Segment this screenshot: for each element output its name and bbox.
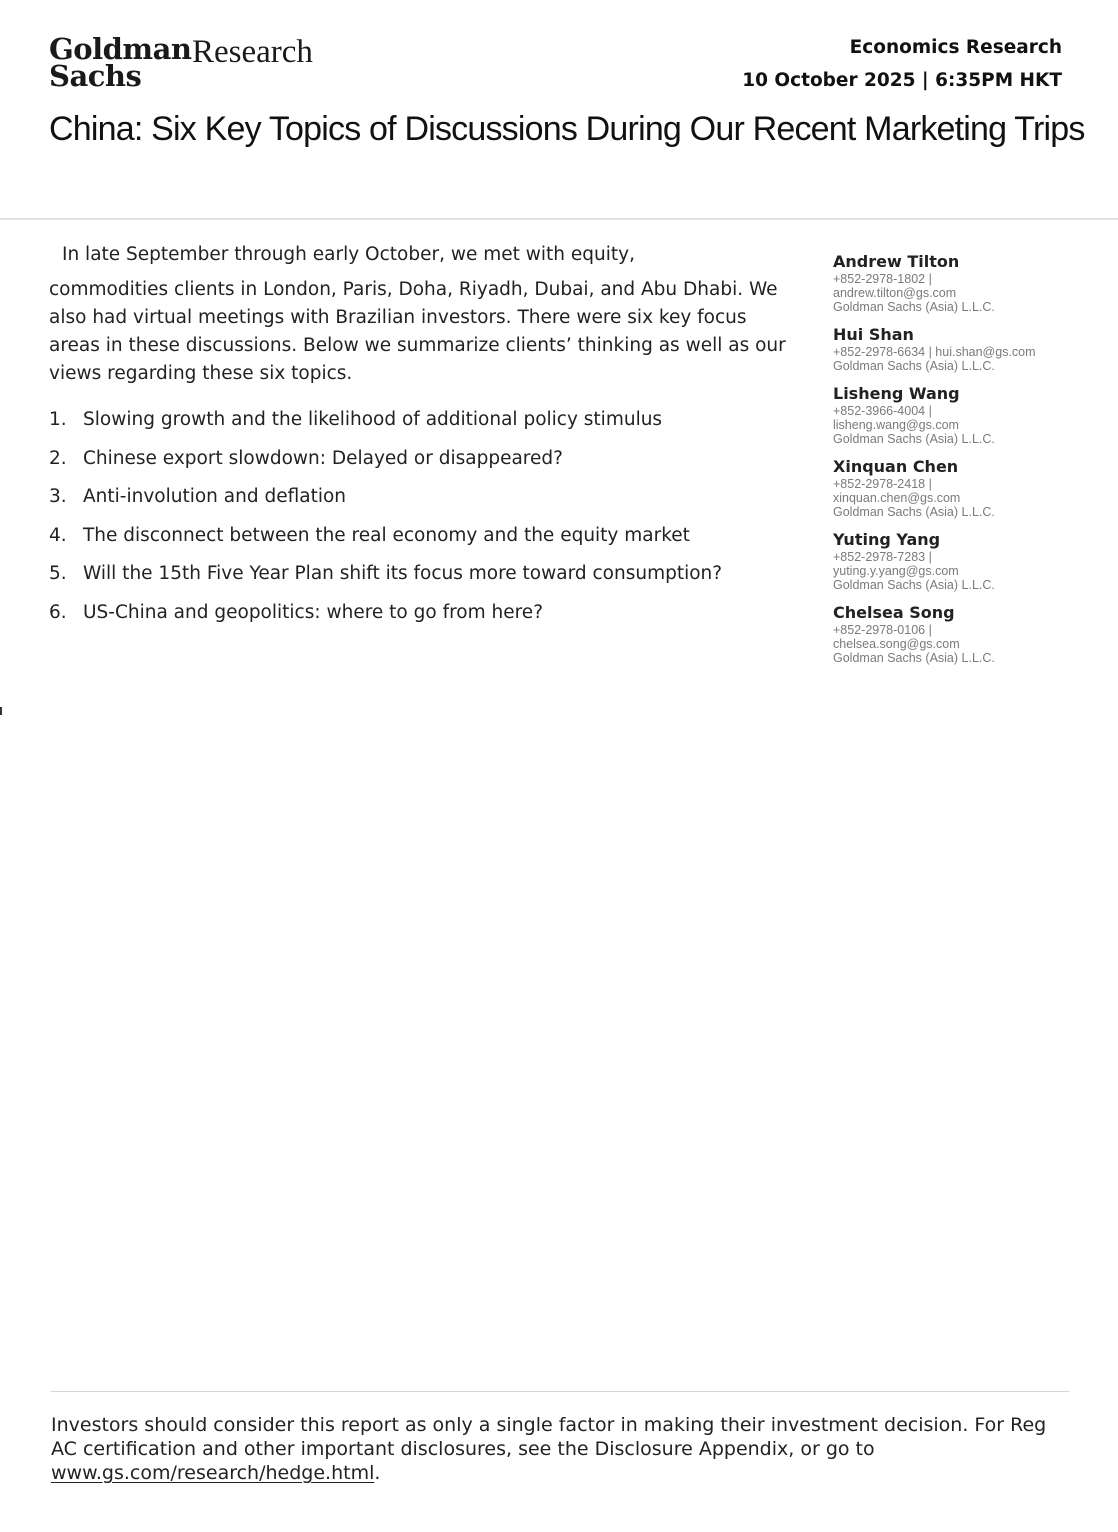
topic-number: 4. — [49, 524, 67, 546]
intro-paragraph: commodities clients in London, Paris, Doha, Riyadh, Dubai, and Abu Dhabi. We also had virtual meetings with Brazilian investors. There were six key focus areas in these discussions. Below we summarize clients’ thinking as well as our views regarding these six topics. — [49, 279, 786, 384]
report-body — [49, 241, 799, 638]
topic-number: 3. — [49, 486, 67, 508]
page-edge-mark — [0, 707, 2, 715]
disclosure-link[interactable]: www.gs.com/research/hedge.html — [51, 1462, 375, 1484]
list-item — [49, 406, 799, 445]
topic-text: Will the 15th Five Year Plan shift its focus more toward consumption? — [83, 563, 723, 585]
topic-text: Slowing growth and the likelihood of additional policy stimulus — [83, 409, 663, 430]
list-item — [49, 483, 799, 522]
author-email[interactable]: xinquan.chen@gs.com — [833, 491, 961, 505]
author-card — [833, 383, 1093, 446]
author-name: Lisheng Wang — [833, 384, 960, 403]
department-label: Economics Research — [849, 37, 1062, 58]
author-firm: Goldman Sachs (Asia) L.L.C. — [833, 432, 995, 446]
author-card — [833, 529, 1093, 592]
topic-number: 2. — [49, 447, 67, 469]
author-firm: Goldman Sachs (Asia) L.L.C. — [833, 578, 995, 592]
author-phone: +852-2978-2418 | — [833, 477, 932, 491]
disclosure-footer — [51, 1413, 1051, 1485]
author-name: Hui Shan — [833, 325, 914, 344]
topic-text: US-China and geopolitics: where to go from here? — [83, 601, 544, 623]
logo-line-1: Goldman — [49, 32, 192, 66]
disclosure-period: . — [374, 1462, 381, 1484]
author-name: Andrew Tilton — [833, 252, 960, 271]
goldman-sachs-logo — [49, 32, 192, 93]
topic-number: 6. — [49, 601, 67, 623]
author-card — [833, 456, 1093, 519]
author-name: Xinquan Chen — [833, 457, 959, 476]
topic-text: The disconnect between the real economy and the equity market — [83, 524, 690, 546]
intro-first-line: In late September through early October, we met with equity, — [62, 244, 635, 265]
header-divider — [0, 218, 1118, 220]
list-item — [49, 522, 799, 561]
author-firm: Goldman Sachs (Asia) L.L.C. — [833, 651, 995, 665]
author-card — [833, 602, 1093, 665]
topic-number: 5. — [49, 563, 67, 585]
footer-divider — [51, 1391, 1069, 1392]
list-item — [49, 560, 799, 599]
author-phone: +852-3966-4004 | — [833, 404, 932, 418]
topic-text: Chinese export slowdown: Delayed or disappeared? — [83, 447, 563, 469]
author-phone: +852-2978-1802 | — [833, 272, 932, 286]
author-phone-email[interactable]: +852-2978-6634 | hui.shan@gs.com — [833, 345, 1036, 359]
list-item — [49, 599, 799, 638]
author-name: Yuting Yang — [833, 530, 941, 549]
author-card — [833, 251, 1093, 314]
author-name: Chelsea Song — [833, 603, 955, 622]
report-datetime: 10 October 2025 | 6:35PM HKT — [742, 70, 1062, 91]
list-item — [49, 445, 799, 484]
report-title: China: Six Key Topics of Discussions During Our Recent Marketing Trips — [49, 110, 1085, 148]
report-meta — [742, 31, 1062, 97]
topics-list — [49, 406, 799, 638]
disclosure-text: Investors should consider this report as only a single factor in making their investment decision. For Reg AC certification and other important disclosures, see the Disclosure Appendix, or go to — [51, 1414, 1047, 1460]
author-email[interactable]: lisheng.wang@gs.com — [833, 418, 959, 432]
topic-number: 1. — [49, 409, 67, 430]
author-firm: Goldman Sachs (Asia) L.L.C. — [833, 505, 995, 519]
author-email[interactable]: chelsea.song@gs.com — [833, 637, 960, 651]
author-phone: +852-2978-7283 | — [833, 550, 932, 564]
author-phone: +852-2978-0106 | — [833, 623, 932, 637]
topic-text: Anti-involution and deflation — [83, 486, 347, 508]
author-firm: Goldman Sachs (Asia) L.L.C. — [833, 300, 995, 314]
logo-research-label: Research — [192, 34, 313, 70]
author-email[interactable]: andrew.tilton@gs.com — [833, 286, 957, 300]
author-email[interactable]: yuting.y.yang@gs.com — [833, 564, 959, 578]
authors-sidebar — [833, 251, 1093, 675]
author-firm: Goldman Sachs (Asia) L.L.C. — [833, 359, 995, 373]
author-card — [833, 324, 1093, 373]
logo-line-2: Sachs — [49, 59, 142, 93]
